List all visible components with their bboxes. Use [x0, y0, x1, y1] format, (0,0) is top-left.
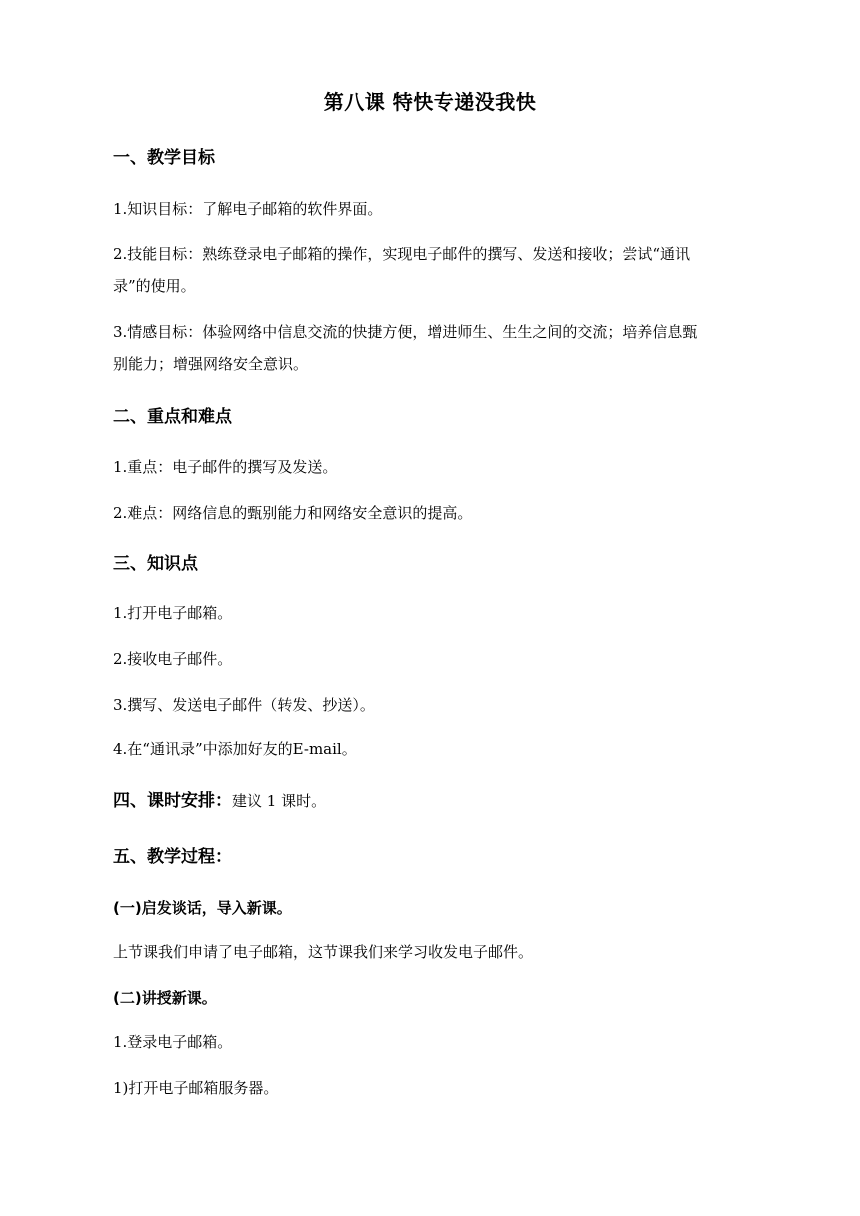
intro-text: 上节课我们申请了电子邮箱，这节课我们来学习收发电子邮件。	[113, 943, 534, 961]
difficult-point: 2.难点：网络信息的甄别能力和网络安全意识的提高。	[113, 504, 473, 522]
knowledge-item-4: 4.在“通讯录”中添加好友的E-mail。	[113, 740, 357, 758]
objective-emotion-line2: 别能力；增强网络安全意识。	[113, 355, 309, 373]
objective-emotion-line1: 3.情感目标：体验网络中信息交流的快捷方便，增进师生、生生之间的交流；培养信息甄	[113, 323, 698, 341]
step-open-mail-server: 1)打开电子邮箱服务器。	[113, 1079, 279, 1097]
schedule-label: 四、课时安排：	[113, 791, 232, 811]
section-heading-objectives: 一、教学目标	[113, 148, 215, 168]
knowledge-item-1: 1.打开电子邮箱。	[113, 604, 233, 622]
objective-skill-line2: 录”的使用。	[113, 277, 196, 295]
section-heading-schedule	[113, 789, 326, 813]
page-title: 第八课 特快专递没我快	[323, 90, 537, 114]
knowledge-item-3: 3.撰写、发送电子邮件（转发、抄送）。	[113, 696, 375, 714]
subheading-new-lesson: (二)讲授新课。	[113, 989, 217, 1007]
section-heading-knowledge: 三、知识点	[113, 554, 198, 574]
section-heading-key-points: 二、重点和难点	[113, 407, 232, 427]
section-heading-process: 五、教学过程：	[113, 847, 232, 867]
objective-knowledge: 1.知识目标：了解电子邮箱的软件界面。	[113, 200, 383, 218]
knowledge-item-2: 2.接收电子邮件。	[113, 650, 233, 668]
schedule-value: 建议 1 课时。	[232, 792, 327, 810]
key-point: 1.重点：电子邮件的撰写及发送。	[113, 458, 338, 476]
subheading-intro: (一)启发谈话，导入新课。	[113, 899, 292, 917]
step-login-mailbox: 1.登录电子邮箱。	[113, 1033, 233, 1051]
objective-skill-line1: 2.技能目标：熟练登录电子邮箱的操作，实现电子邮件的撰写、发送和接收；尝试“通讯	[113, 245, 690, 263]
